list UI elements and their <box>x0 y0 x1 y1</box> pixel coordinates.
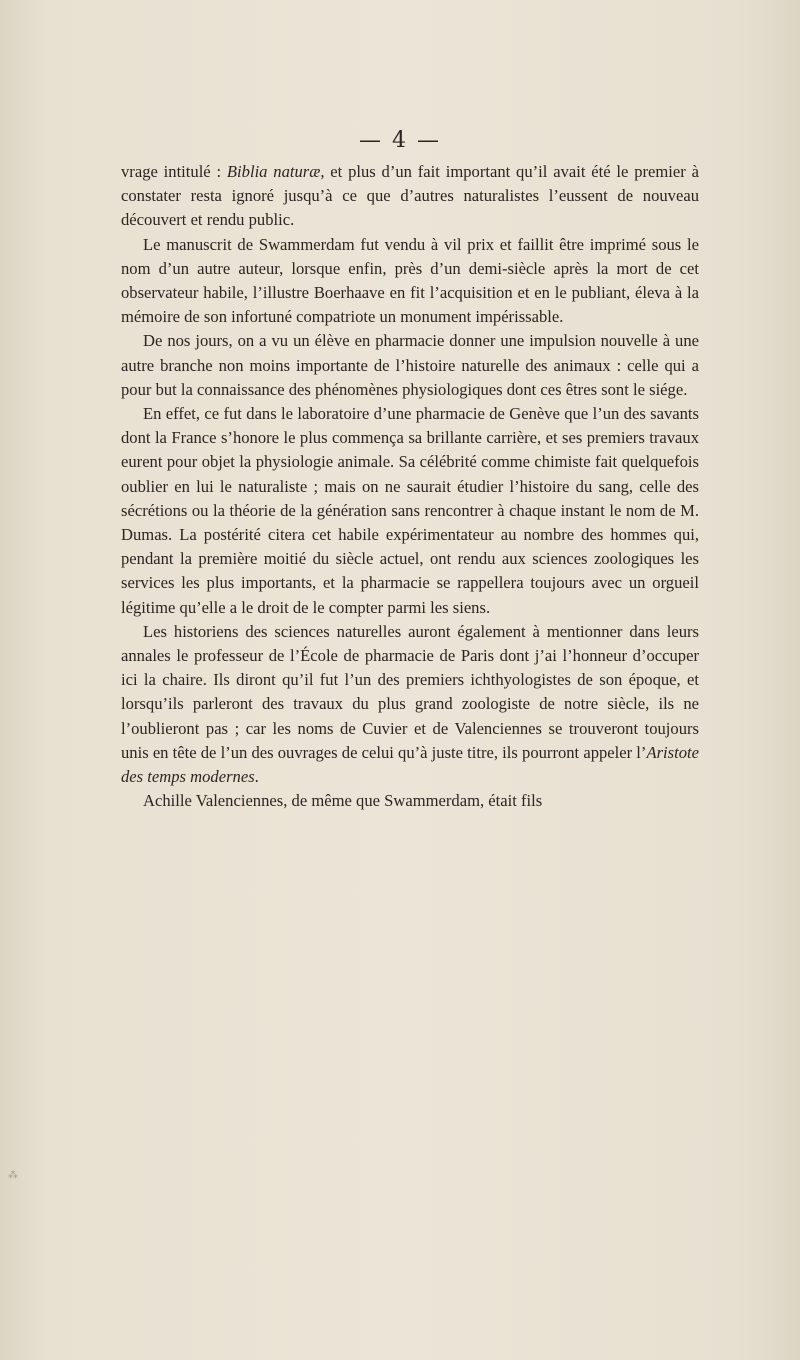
paragraph <box>121 160 699 233</box>
paragraph <box>121 329 699 402</box>
text-run: Les historiens des sciences naturelles auront également à mentionner dans leurs annales le professeur de l’École de pharmacie de Paris dont j’ai l’honneur d’occuper ici la chaire. Ils diront qu’il fut l’un des premiers ichthyologistes de son époque, et lorsqu’ils parleront des travaux du plus grand zoologiste de notre siècle, ils ne l’oublieront pas ; car les noms de Cuvier et de Valenciennes se trouveront toujours unis en tête de l’un des ouvrages de celui qu’à juste titre, ils pourront appeler l’ <box>121 621 699 762</box>
margin-stain: ⁂ <box>8 1170 18 1181</box>
page-number: — 4 — <box>359 128 441 153</box>
italic-text: Aristote des temps modernes <box>121 742 699 787</box>
paragraph <box>121 789 699 813</box>
italic-text: Biblia naturæ <box>226 162 321 181</box>
text-run: Le manuscrit de Swammerdam fut vendu à vil prix et faillit être imprimé sous le nom d’un autre auteur, lorsque enfin, près d’un demi-siècle après la mort de cet observateur habile, l’illustre Boerhaave en fit l’acquisition et en le publiant, éleva à la mémoire de son infortuné compatriote un monument impérissable. <box>121 234 699 327</box>
body-text <box>121 160 699 813</box>
text-run: De nos jours, on a vu un élève en pharmacie donner une impulsion nouvelle à une autre branche non moins importante de l’histoire naturelle des animaux : celle qui a pour but la connaissance des phénomènes physiologiques dont ces êtres sont le siége. <box>121 331 699 399</box>
text-run: vrage intitulé : <box>121 162 227 181</box>
paragraph <box>121 620 699 789</box>
text-run: Achille Valenciennes, de même que Swammerdam, était fils <box>143 791 543 811</box>
paragraph <box>121 233 699 330</box>
paragraph <box>121 402 699 620</box>
text-run: , et plus d’un fait important qu’il avait été le premier à constater resta ignoré jusqu’à ce que d’autres naturalistes l’eussent de nouveau découvert et rendu public. <box>121 162 699 230</box>
text-run: . <box>254 767 259 787</box>
text-run: En effet, ce fut dans le laboratoire d’une pharmacie de Genève que l’un des savants dont la France s’honore le plus commença sa brillante carrière, et ses premiers travaux eurent pour objet la physiologie animale. Sa célébrité comme chimiste fait quelquefois oublier en lui le naturaliste ; mais on ne saurait étudier l’histoire du sang, celle des sécrétions ou la théorie de la génération sans rencontrer à chaque instant le nom de M. Dumas. La postérité citera cet habile expérimentateur au nombre des hommes qui, pendant la première moitié du siècle actuel, ont rendu aux sciences zoologiques les services les plus importants, et la pharmacie se rappellera toujours avec un orgueil légitime qu’elle a le droit de le compter parmi les siens. <box>121 404 699 617</box>
